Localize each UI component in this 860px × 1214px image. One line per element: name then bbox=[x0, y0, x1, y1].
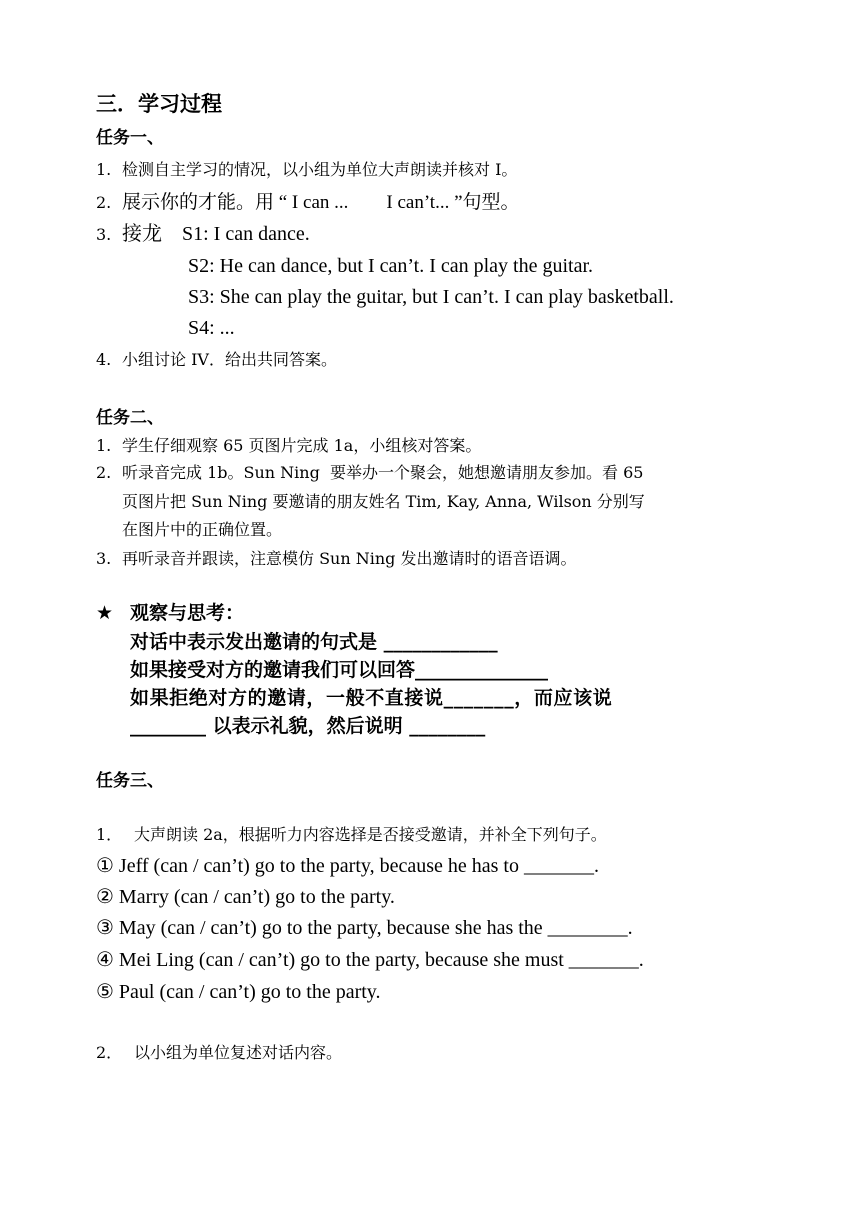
observe-heading bbox=[96, 604, 244, 623]
observe-line-3: 如果拒绝对方的邀请，一般不直接说_______，而应该说 bbox=[130, 687, 613, 709]
task1-item-4 bbox=[96, 352, 337, 368]
task3-title: 任务三、 bbox=[96, 771, 164, 791]
item-text: 学生仔细观察 65 页图片完成 1a，小组核对答案。 bbox=[122, 436, 482, 455]
item-text: 接龙 S1: I can dance. bbox=[122, 223, 310, 245]
item-number: 2. bbox=[96, 193, 112, 212]
item-text: 以小组为单位复述对话内容。 bbox=[134, 1043, 343, 1062]
task2-title: 任务二、 bbox=[96, 408, 164, 428]
item-text: 检测自主学习的情况，以小组为单位大声朗读并核对 I。 bbox=[122, 160, 518, 179]
section-title: 三．学习过程 bbox=[96, 92, 222, 116]
fill-sentence-5: ⑤ Paul (can / can’t) go to the party. bbox=[96, 981, 381, 1003]
item-number: 2. bbox=[96, 463, 112, 482]
task2-item-2-line2: 页图片把 Sun Ning 要邀请的朋友姓名 Tim, Kay, Anna, Wilson 分别写 bbox=[122, 492, 645, 511]
item-text: 大声朗读 2a，根据听力内容选择是否接受邀请，并补全下列句子。 bbox=[134, 825, 607, 844]
item-number: 2． bbox=[96, 1043, 123, 1062]
chain-line-s2: S2: He can dance, but I can’t. I can play the guitar. bbox=[188, 255, 594, 277]
item-text-line1: 听录音完成 1b。Sun Ning 要举办一个聚会，她想邀请朋友参加。看 65 bbox=[122, 463, 644, 482]
task3-item-2 bbox=[96, 1045, 342, 1061]
fill-sentence-2: ② Marry (can / can’t) go to the party. bbox=[96, 886, 395, 908]
task2-item-1 bbox=[96, 438, 481, 454]
chain-line-s3: S3: She can play the guitar, but I can’t. I can play basketball. bbox=[188, 286, 674, 308]
task2-item-2 bbox=[96, 465, 643, 481]
star-icon: ★ bbox=[96, 602, 114, 624]
observe-line-1: 对话中表示发出邀请的句式是 ____________ bbox=[130, 631, 498, 653]
task3-item-1 bbox=[96, 827, 607, 843]
task1-title: 任务一、 bbox=[96, 128, 164, 148]
task2-item-3 bbox=[96, 551, 577, 567]
task1-item-3 bbox=[96, 224, 310, 244]
task1-item-2 bbox=[96, 193, 520, 212]
item-number: 3. bbox=[96, 225, 112, 244]
task1-item-1 bbox=[96, 162, 517, 178]
fill-sentence-4: ④ Mei Ling (can / can’t) go to the party, because she must _______. bbox=[96, 949, 644, 971]
fill-sentence-3: ③ May (can / can’t) go to the party, because she has the ________. bbox=[96, 917, 633, 939]
task2-item-2-line3: 在图片中的正确位置。 bbox=[122, 520, 283, 539]
observe-line-4: ________ 以表示礼貌，然后说明 ________ bbox=[130, 715, 486, 737]
item-text: 展示你的才能。用 “ I can ... I can’t... ”句型。 bbox=[122, 192, 520, 213]
item-text: 再听录音并跟读，注意模仿 Sun Ning 发出邀请时的语音语调。 bbox=[122, 549, 577, 568]
chain-line-s4: S4: ... bbox=[188, 317, 235, 339]
item-number: 4. bbox=[96, 350, 112, 369]
item-number: 1. bbox=[96, 436, 112, 455]
item-number: 1. bbox=[96, 160, 112, 179]
item-number: 1． bbox=[96, 825, 123, 844]
fill-sentence-1: ① Jeff (can / can’t) go to the party, because he has to _______. bbox=[96, 855, 599, 877]
item-text: 小组讨论 IV．给出共同答案。 bbox=[122, 350, 337, 369]
item-number: 3. bbox=[96, 549, 112, 568]
observe-line-2: 如果接受对方的邀请我们可以回答______________ bbox=[130, 659, 549, 681]
observe-title: 观察与思考： bbox=[130, 602, 245, 624]
